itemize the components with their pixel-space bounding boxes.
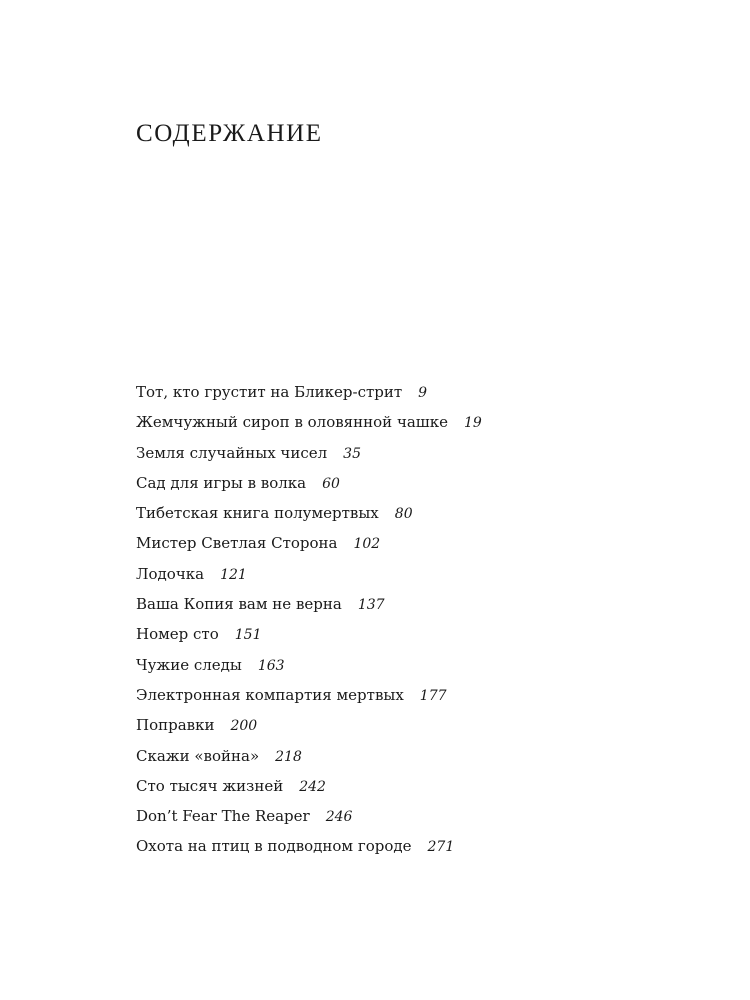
toc-entry-title: Тибетская книга полумертвых	[136, 504, 379, 523]
page-title: СОДЕРЖАНИЕ	[136, 120, 323, 147]
table-of-contents	[136, 380, 482, 865]
toc-entry-title: Жемчужный сироп в оловянной чашке	[136, 413, 448, 432]
toc-entry-title: Чужие следы	[136, 655, 242, 674]
toc-entry-title: Электронная компартия мертвых	[136, 685, 404, 704]
toc-entry	[136, 683, 482, 713]
toc-entry-page: 60	[322, 475, 340, 492]
toc-entry-page: 163	[257, 657, 285, 674]
toc-entry	[136, 501, 482, 531]
toc-entry-page: 102	[353, 536, 381, 553]
toc-entry-title: Сад для игры в волка	[136, 473, 307, 492]
toc-entry-page: 246	[325, 809, 353, 826]
toc-entry-title: Скажи «война»	[136, 746, 260, 765]
toc-entry-title: Тот, кто грустит на Бликер-стрит	[136, 383, 403, 401]
toc-entry	[136, 744, 482, 774]
toc-entry	[136, 804, 482, 834]
toc-entry	[136, 562, 482, 592]
toc-entry-title: Мистер Светлая Сторона	[136, 534, 338, 553]
toc-entry-title: Сто тысяч жизней	[136, 776, 284, 795]
toc-entry-page: 242	[299, 778, 326, 795]
toc-entry-page: 9	[418, 385, 428, 401]
toc-entry-page: 177	[419, 687, 447, 704]
toc-entry-title: Лодочка	[136, 564, 205, 583]
toc-entry-page: 19	[464, 415, 482, 432]
toc-entry-page: 121	[220, 566, 247, 583]
toc-entry	[136, 622, 482, 652]
toc-entry	[136, 441, 482, 471]
toc-entry-page: 218	[275, 748, 302, 765]
toc-entry	[136, 713, 482, 743]
toc-entry-page: 151	[234, 627, 262, 644]
toc-entry-page: 200	[230, 718, 258, 735]
toc-entry	[136, 774, 482, 804]
toc-entry-page: 271	[427, 839, 455, 856]
toc-entry	[136, 410, 482, 440]
toc-entry-title: Охота на птиц в подводном городе	[136, 837, 412, 856]
toc-entry-page: 35	[343, 445, 361, 462]
toc-entry	[136, 592, 482, 622]
toc-entry	[136, 653, 482, 683]
toc-entry	[136, 531, 482, 561]
toc-entry-page: 80	[394, 506, 413, 523]
toc-entry-title: Земля случайных чисел	[136, 443, 328, 462]
toc-entry	[136, 834, 482, 864]
toc-entry-title: Номер сто	[136, 625, 219, 644]
toc-entry	[136, 380, 482, 410]
toc-entry-title: Ваша Копия вам не верна	[136, 595, 342, 614]
toc-entry-page: 137	[357, 597, 385, 614]
toc-entry	[136, 471, 482, 501]
toc-entry-title: Поправки	[136, 716, 215, 735]
toc-entry-title: Don’t Fear The Reaper	[136, 807, 310, 826]
